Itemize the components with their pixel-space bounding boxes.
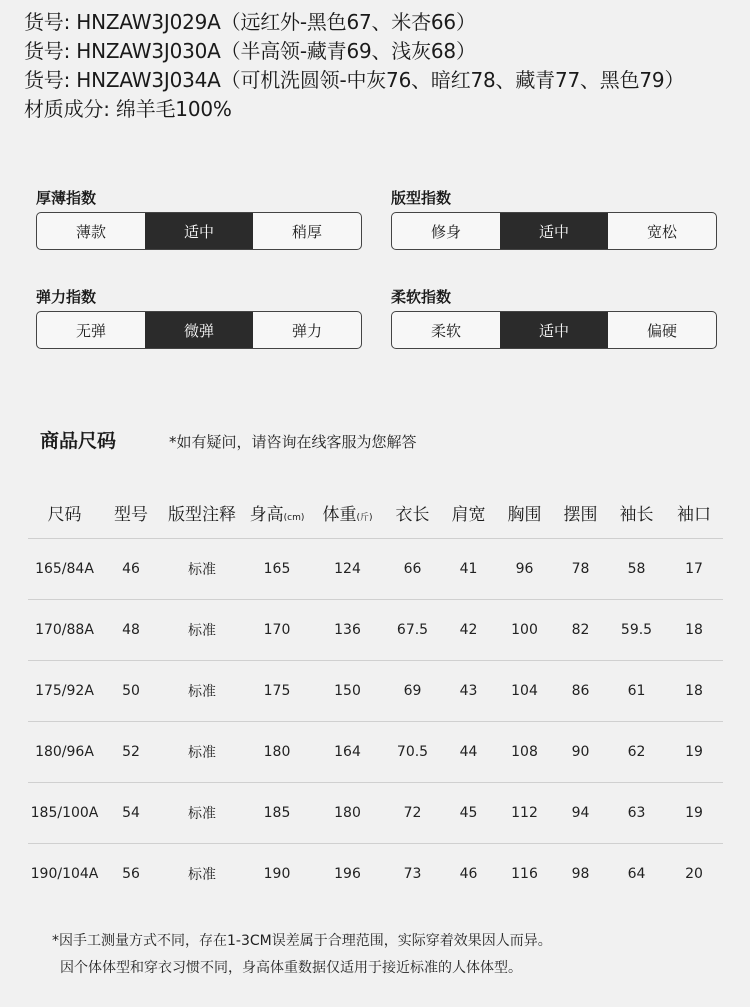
table-cell: 180/96A bbox=[35, 744, 94, 760]
softness-index-option: 适中 bbox=[500, 312, 608, 348]
footer-note-1: *因手工测量方式不同，存在1-3CM误差属于合理范围，实际穿着效果因人而异。 bbox=[52, 933, 552, 949]
table-cell: 90 bbox=[571, 744, 590, 760]
table-cell: 18 bbox=[685, 683, 703, 699]
thickness-index bbox=[36, 184, 362, 250]
column-header-label: 摆围 bbox=[563, 504, 598, 525]
table-cell: 180 bbox=[334, 805, 361, 821]
size-table bbox=[28, 486, 723, 904]
column-header-label: 衣长 bbox=[395, 504, 430, 525]
table-cell: 标准 bbox=[188, 562, 216, 578]
softness-index-option: 偏硬 bbox=[646, 321, 677, 340]
table-cell: 73 bbox=[403, 866, 422, 882]
table-cell: 标准 bbox=[188, 867, 216, 883]
product-code-line-1: 货号: HNZAW3J029A（远红外-黑色67、米杏66） bbox=[24, 10, 476, 34]
thickness-index-selector bbox=[36, 212, 362, 250]
column-header bbox=[608, 500, 665, 525]
table-cell: 150 bbox=[334, 683, 361, 699]
column-header bbox=[161, 500, 243, 525]
table-cell: 185 bbox=[263, 805, 291, 821]
table-cell: 48 bbox=[122, 622, 140, 638]
product-code-line-3: 货号: HNZAW3J034A（可机洗圆领-中灰76、暗红78、藏青77、黑色79） bbox=[24, 68, 685, 92]
table-cell: 100 bbox=[511, 622, 538, 638]
column-header-label: 尺码 bbox=[47, 504, 82, 525]
fit-indices bbox=[36, 184, 726, 374]
fit-index-title: 版型指数 bbox=[391, 189, 452, 207]
table-cell: 170/88A bbox=[35, 622, 94, 638]
table-cell: 185/100A bbox=[30, 805, 99, 821]
table-cell: 64 bbox=[627, 866, 646, 882]
column-header bbox=[384, 500, 441, 525]
column-header-unit: (cm) bbox=[283, 512, 305, 523]
column-header bbox=[441, 500, 496, 525]
table-cell: 196 bbox=[334, 866, 361, 882]
table-cell: 19 bbox=[685, 744, 703, 760]
table-cell: 124 bbox=[334, 561, 361, 577]
table-cell: 44 bbox=[459, 744, 478, 760]
table-cell: 94 bbox=[571, 805, 590, 821]
fit-index-option: 适中 bbox=[500, 213, 608, 249]
column-header-label: 版型注释 bbox=[168, 504, 236, 525]
table-cell: 69 bbox=[403, 683, 422, 699]
table-cell: 58 bbox=[627, 561, 646, 577]
column-header-label: 体重 bbox=[322, 504, 357, 525]
table-cell: 98 bbox=[571, 866, 590, 882]
table-cell: 116 bbox=[511, 866, 538, 882]
table-cell: 96 bbox=[515, 561, 534, 577]
table-cell: 164 bbox=[334, 744, 361, 760]
column-header bbox=[311, 500, 384, 525]
table-cell: 78 bbox=[571, 561, 590, 577]
table-cell: 45 bbox=[459, 805, 478, 821]
table-cell: 136 bbox=[334, 622, 361, 638]
table-cell: 52 bbox=[122, 744, 140, 760]
softness-index-selector bbox=[391, 311, 717, 349]
elasticity-index-selector bbox=[36, 311, 362, 349]
table-cell: 61 bbox=[627, 683, 646, 699]
fit-index-option: 修身 bbox=[430, 222, 461, 241]
table-cell: 20 bbox=[685, 866, 703, 882]
table-cell: 70.5 bbox=[396, 744, 429, 760]
thickness-index-option: 薄款 bbox=[75, 222, 106, 241]
elasticity-index-title: 弹力指数 bbox=[36, 288, 97, 306]
table-cell: 190 bbox=[263, 866, 291, 882]
table-cell: 46 bbox=[459, 866, 478, 882]
footer-note-2: 因个体体型和穿衣习惯不同，身高体重数据仅适用于接近标准的人体体型。 bbox=[60, 960, 522, 976]
column-header bbox=[28, 500, 101, 525]
column-header bbox=[665, 500, 723, 525]
size-table-body bbox=[28, 539, 723, 904]
table-row bbox=[28, 661, 723, 722]
product-header bbox=[24, 8, 740, 124]
fit-index-selector bbox=[391, 212, 717, 250]
column-header-label: 身高 bbox=[249, 504, 284, 525]
softness-index bbox=[391, 283, 717, 349]
column-header-label: 胸围 bbox=[507, 504, 542, 525]
table-cell: 50 bbox=[122, 683, 140, 699]
table-cell: 59.5 bbox=[620, 622, 653, 638]
column-header bbox=[101, 500, 161, 525]
material-composition: 材质成分: 绵羊毛100% bbox=[24, 97, 232, 121]
softness-index-option: 柔软 bbox=[430, 321, 461, 340]
elasticity-index-option: 弹力 bbox=[291, 321, 322, 340]
table-cell: 42 bbox=[459, 622, 478, 638]
fit-index-option: 宽松 bbox=[646, 222, 677, 241]
table-cell: 180 bbox=[263, 744, 291, 760]
thickness-index-option: 适中 bbox=[145, 213, 253, 249]
table-row bbox=[28, 539, 723, 600]
table-cell: 165 bbox=[263, 561, 291, 577]
table-cell: 标准 bbox=[188, 806, 216, 822]
size-section-title: 商品尺码 bbox=[40, 430, 117, 452]
column-header bbox=[243, 500, 311, 525]
table-cell: 112 bbox=[511, 805, 538, 821]
size-section-note: *如有疑问，请咨询在线客服为您解答 bbox=[169, 433, 417, 451]
table-row bbox=[28, 722, 723, 783]
table-cell: 82 bbox=[571, 622, 590, 638]
table-cell: 170 bbox=[263, 622, 291, 638]
table-cell: 108 bbox=[511, 744, 538, 760]
table-cell: 54 bbox=[122, 805, 140, 821]
table-cell: 62 bbox=[627, 744, 646, 760]
elasticity-index-option: 无弹 bbox=[75, 321, 106, 340]
table-cell: 19 bbox=[685, 805, 703, 821]
table-cell: 标准 bbox=[188, 745, 216, 761]
column-header-label: 袖口 bbox=[677, 504, 711, 525]
table-cell: 165/84A bbox=[35, 561, 94, 577]
table-row bbox=[28, 844, 723, 904]
table-cell: 标准 bbox=[188, 623, 216, 639]
table-cell: 175/92A bbox=[35, 683, 94, 699]
table-cell: 66 bbox=[403, 561, 422, 577]
column-header bbox=[553, 500, 608, 525]
table-row bbox=[28, 600, 723, 661]
table-cell: 104 bbox=[511, 683, 538, 699]
table-cell: 63 bbox=[627, 805, 646, 821]
footer-notes bbox=[52, 928, 742, 982]
fit-index bbox=[391, 184, 717, 250]
product-code-line-2: 货号: HNZAW3J030A（半高领-藏青69、浅灰68） bbox=[24, 39, 476, 63]
table-cell: 17 bbox=[685, 561, 703, 577]
table-cell: 18 bbox=[685, 622, 703, 638]
table-cell: 86 bbox=[571, 683, 590, 699]
thickness-index-title: 厚薄指数 bbox=[36, 189, 97, 207]
table-cell: 190/104A bbox=[30, 866, 99, 882]
column-header-unit: (斤) bbox=[356, 512, 373, 523]
table-cell: 43 bbox=[459, 683, 478, 699]
table-cell: 67.5 bbox=[396, 622, 429, 638]
table-cell: 46 bbox=[122, 561, 140, 577]
table-cell: 标准 bbox=[188, 684, 216, 700]
column-header bbox=[496, 500, 553, 525]
thickness-index-option: 稍厚 bbox=[291, 222, 322, 241]
softness-index-title: 柔软指数 bbox=[391, 288, 452, 306]
column-header-label: 袖长 bbox=[619, 504, 654, 525]
table-cell: 41 bbox=[459, 561, 478, 577]
elasticity-index bbox=[36, 283, 362, 349]
size-table-header bbox=[28, 486, 723, 539]
column-header-label: 型号 bbox=[114, 504, 148, 525]
table-cell: 56 bbox=[122, 866, 140, 882]
table-row bbox=[28, 783, 723, 844]
column-header-label: 肩宽 bbox=[451, 504, 486, 525]
table-cell: 72 bbox=[403, 805, 422, 821]
elasticity-index-option: 微弹 bbox=[145, 312, 253, 348]
table-cell: 175 bbox=[263, 683, 291, 699]
